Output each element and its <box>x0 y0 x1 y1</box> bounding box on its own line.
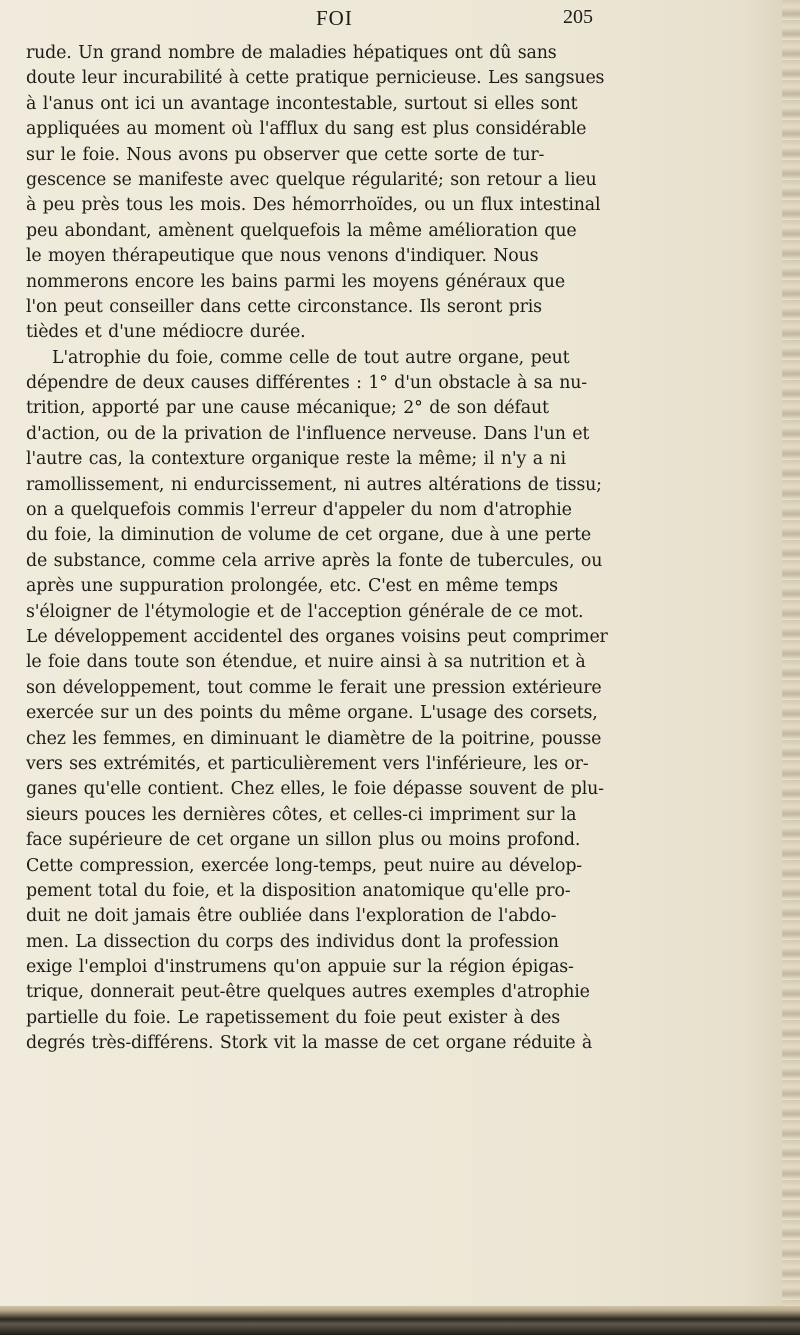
text-line: d'action, ou de la privation de l'influence nerveuse. Dans l'un et <box>26 423 590 444</box>
page-number: 205 <box>563 6 593 28</box>
text-line: l'on peut conseiller dans cette circonstance. Ils seront pris <box>26 296 542 317</box>
text-line: sieurs pouces les dernières côtes, et celles-ci impriment sur la <box>26 804 577 825</box>
text-line: vers ses extrémités, et particulièrement vers l'inférieure, les or- <box>26 753 589 774</box>
text-line: L'atrophie du foie, comme celle de tout autre organe, peut <box>52 347 570 368</box>
text-line: son développement, tout comme le ferait une pression extérieure <box>26 677 602 698</box>
text-line: appliquées au moment où l'afflux du sang est plus considérable <box>26 119 587 140</box>
text-line: men. La dissection du corps des individus dont la profession <box>26 931 559 952</box>
text-line: à peu près tous les mois. Des hémorrhoïdes, ou un flux intestinal <box>26 195 601 216</box>
text-line: degrés très-différens. Stork vit la masse de cet organe réduite à <box>26 1033 593 1054</box>
text-line: nommerons encore les bains parmi les moyens généraux que <box>26 271 565 292</box>
text-line: tièdes et d'une médiocre durée. <box>26 322 306 343</box>
text-line: pement total du foie, et la disposition anatomique qu'elle pro- <box>26 880 571 901</box>
body-text-block <box>26 41 750 1057</box>
text-line: doute leur incurabilité à cette pratique pernicieuse. Les sangsues <box>26 68 605 89</box>
text-line: le foie dans toute son étendue, et nuire ainsi à sa nutrition et à <box>26 652 586 673</box>
text-line: on a quelquefois commis l'erreur d'appeler du nom d'atrophie <box>26 500 572 521</box>
text-line: dépendre de deux causes différentes : 1° d'un obstacle à sa nu- <box>26 373 587 394</box>
text-line: à l'anus ont ici un avantage incontestable, surtout si elles sont <box>26 93 578 114</box>
text-line: gescence se manifeste avec quelque régularité; son retour a lieu <box>26 169 597 190</box>
text-line: ganes qu'elle contient. Chez elles, le foie dépasse souvent de plu- <box>26 779 604 800</box>
text-line: le moyen thérapeutique que nous venons d'indiquer. Nous <box>26 246 539 267</box>
text-line: chez les femmes, en diminuant le diamètre de la poitrine, pousse <box>26 728 602 749</box>
running-head: FOI <box>316 6 353 30</box>
text-line: après une suppuration prolongée, etc. C'est en même temps <box>26 576 558 597</box>
text-line: l'autre cas, la contexture organique reste la même; il n'y a ni <box>26 449 566 470</box>
page-edge-shadow <box>782 0 800 1335</box>
text-line: de substance, comme cela arrive après la fonte de tubercules, ou <box>26 550 603 571</box>
text-line: du foie, la diminution de volume de cet organe, due à une perte <box>26 525 592 546</box>
text-line: partielle du foie. Le rapetissement du foie peut exister à des <box>26 1007 561 1028</box>
text-line: Cette compression, exercée long-temps, peut nuire au dévelop- <box>26 855 582 876</box>
text-line: ramollissement, ni endurcissement, ni autres altérations de tissu; <box>26 474 602 495</box>
text-line: rude. Un grand nombre de maladies hépatiques ont dû sans <box>26 43 557 63</box>
text-line: sur le foie. Nous avons pu observer que cette sorte de tur- <box>26 144 545 165</box>
text-line: trique, donnerait peut-être quelques autres exemples d'atrophie <box>26 982 590 1003</box>
scan-bottom-edge <box>0 1306 800 1335</box>
text-line: exige l'emploi d'instrumens qu'on appuie sur la région épigas- <box>26 957 574 978</box>
page-header <box>0 6 800 40</box>
text-line: duit ne doit jamais être oubliée dans l'exploration de l'abdo- <box>26 906 557 927</box>
text-line: face supérieure de cet organe un sillon plus ou moins profond. <box>26 830 581 851</box>
text-line: exercée sur un des points du même organe. L'usage des corsets, <box>26 703 598 724</box>
text-line: peu abondant, amènent quelquefois la même amélioration que <box>26 220 577 241</box>
text-line: s'éloigner de l'étymologie et de l'acception générale de ce mot. <box>26 601 584 622</box>
text-line: trition, apporté par une cause mécanique; 2° de son défaut <box>26 398 549 419</box>
text-line: Le développement accidentel des organes voisins peut comprimer <box>26 626 608 647</box>
